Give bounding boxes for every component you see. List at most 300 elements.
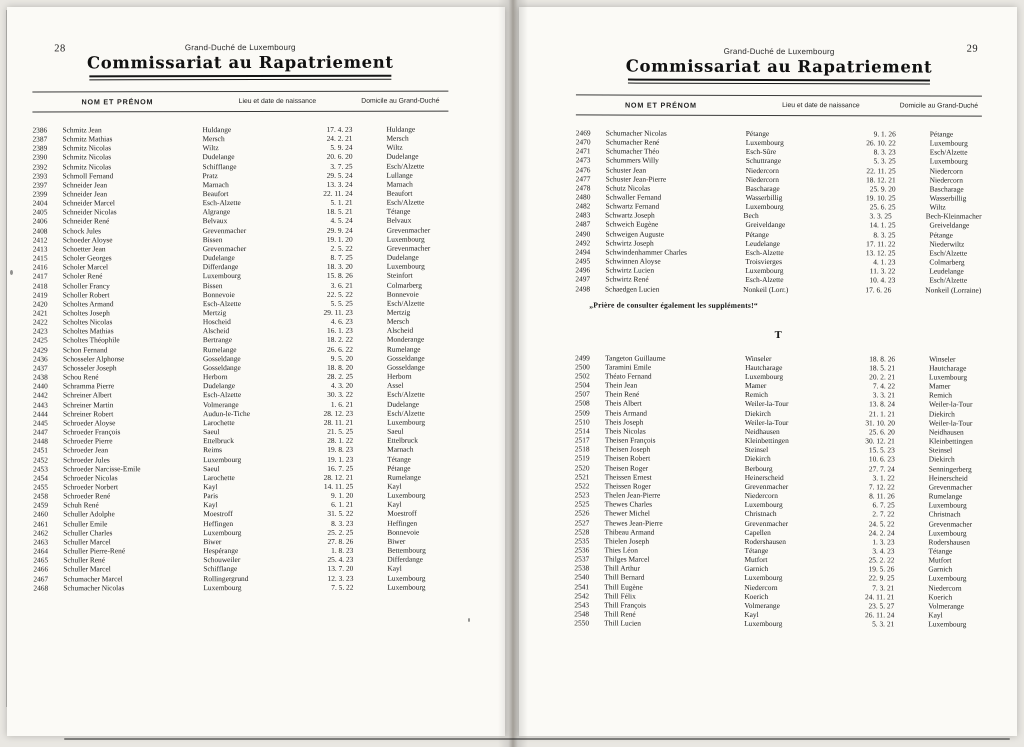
domicile: Niedercorn [929, 175, 963, 185]
title-rule-thin [89, 79, 391, 81]
person-name: Schock Jules [62, 225, 102, 235]
domicile: Kayl [387, 499, 402, 510]
birth-date: 9. 1. 26 [873, 129, 896, 139]
person-name: Tangeton Guillaume [605, 353, 666, 363]
person-name: Schuller Marcel [63, 537, 111, 547]
birth-date: 19. 5. 26 [868, 564, 895, 574]
birth-date: 19. 1. 20 [326, 234, 353, 244]
domicile: Mertzig [386, 307, 411, 317]
person-name: Schon Fernand [62, 344, 108, 355]
birth-place: Esch-Alzette [745, 247, 784, 257]
row-number: 2469 [575, 128, 591, 138]
person-name: Schoetter Jean [62, 244, 106, 254]
domicile: Mamer [929, 381, 951, 391]
birth-date: 17. 4. 23 [326, 124, 353, 134]
person-name: Scholtes Armand [62, 299, 114, 309]
domicile: Monderange [386, 335, 425, 345]
person-name: Schosseler Alphonse [62, 354, 125, 364]
domicile: Heinerscheid [928, 473, 968, 483]
birth-date: 13. 12. 25 [865, 248, 896, 258]
domicile: Luxembourg [387, 582, 426, 592]
domicile: Luxembourg [928, 619, 967, 629]
person-name: Schneider Jean [62, 189, 108, 199]
person-name: Schneider Jean [62, 180, 108, 190]
birth-date: 29. 9. 24 [326, 225, 353, 235]
person-name: Schweigen Auguste [605, 229, 665, 239]
row-number: 2498 [575, 283, 591, 293]
domicile: Rumelange [928, 491, 963, 501]
domicile: Volmerange [928, 601, 964, 611]
row-number: 2460 [33, 509, 49, 519]
birth-date: 28. 12. 21 [323, 472, 354, 482]
birth-place: Niedercorn [745, 165, 779, 175]
birth-date: 7. 4. 22 [872, 381, 896, 391]
row-number: 2522 [574, 481, 590, 491]
birth-place: Schouweiler [203, 555, 241, 565]
birth-date: 28. 12. 23 [323, 408, 354, 418]
birth-date: 24. 2. 24 [868, 527, 895, 538]
title-rule-thick [89, 75, 391, 78]
birth-date: 5. 3. 25 [873, 156, 896, 166]
birth-place: Kayl [744, 609, 759, 620]
person-name: Schutz Nicolas [605, 183, 651, 193]
birth-place: Weiler-la-Tour [744, 417, 789, 427]
person-name: Schwirtz Joseph [605, 238, 654, 248]
domicile: Bonnevoie [386, 289, 419, 299]
person-name: Schmoll Fernand [62, 170, 114, 181]
row-number: 2422 [32, 317, 48, 327]
birth-place: Troisvierges [745, 256, 782, 267]
person-name: Scholer Marcel [62, 262, 109, 272]
birth-date: 15. 5. 23 [868, 445, 895, 455]
person-name: Schmitz Nicolas [62, 143, 112, 153]
person-name: Schuller René [63, 555, 106, 565]
person-name: Schroeder Aloyse [63, 418, 116, 428]
birth-date: 22. 11. 24 [323, 188, 353, 198]
row-number: 2528 [574, 527, 590, 537]
birth-date: 8. 3. 25 [873, 229, 896, 239]
domicile: Lullange [386, 170, 413, 180]
domicile: Esch/Alzette [386, 197, 425, 207]
table-row [33, 582, 449, 592]
row-number: 2451 [33, 445, 48, 455]
row-number: 2448 [33, 436, 48, 446]
domicile: Biwer [387, 536, 406, 546]
birth-place: Marnach [202, 179, 229, 189]
row-number: 2487 [575, 219, 591, 229]
person-name: Thein René [604, 389, 640, 399]
birth-place: Mersch [202, 134, 225, 144]
person-name: Schneider Nicolas [62, 207, 117, 217]
person-name: Schuh René [63, 500, 99, 510]
person-name: Scholtes Mathias [62, 326, 114, 336]
row-number: 2518 [574, 444, 590, 454]
birth-date: 6. 7. 25 [872, 500, 895, 510]
birth-date: 19. 10. 25 [866, 193, 896, 203]
domicile: Esch/Alzette [929, 147, 968, 157]
person-name: Thilges Marcel [604, 554, 650, 564]
person-name: Thielen Joseph [604, 536, 650, 546]
person-name: Schmitz Jean [62, 125, 102, 135]
row-number: 2425 [32, 335, 48, 345]
domicile: Senningerberg [928, 464, 972, 474]
birth-date: 25. 2. 22 [868, 555, 895, 565]
person-name: Thewer Michel [604, 508, 650, 518]
birth-place: Esch-Alzette [202, 198, 241, 208]
birth-place: Diekirch [744, 454, 771, 464]
birth-place: Gosseldange [202, 353, 241, 363]
person-name: Schreiner Albert [63, 390, 112, 400]
row-number: 2399 [32, 189, 48, 199]
birth-date: 5. 3. 21 [872, 619, 895, 629]
birth-place: Esch-Alzette [202, 298, 242, 308]
person-name: Thill Lucien [604, 618, 642, 628]
person-name: Schroeder Pierre [63, 436, 113, 446]
row-number: 2429 [32, 345, 48, 355]
birth-date: 2. 7. 22 [872, 509, 895, 519]
person-name: Schwartz Fernand [605, 201, 660, 211]
domicile: Luxembourg [386, 261, 425, 271]
birth-date: 25. 9. 20 [869, 184, 896, 194]
row-number: 2445 [33, 418, 48, 428]
row-number: 2389 [32, 143, 48, 153]
domicile: Kayl [928, 610, 943, 620]
birth-place: Wiltz [202, 143, 219, 153]
birth-date: 23. 5. 27 [868, 601, 895, 611]
person-name: Theis Nicolas [604, 426, 646, 436]
birth-place: Leudelange [745, 238, 780, 248]
row-number: 2471 [575, 146, 591, 156]
birth-place: Bonnevoie [202, 289, 235, 299]
domicile: Mutfort [928, 555, 952, 565]
domicile: Dudelange [387, 399, 420, 409]
person-name: Schoeder Aloyse [62, 235, 113, 245]
person-name: Schreiner Martin [63, 399, 114, 409]
birth-place: Pratz [202, 170, 218, 180]
row-number: 2440 [32, 381, 48, 391]
birth-date: 2. 5. 22 [330, 243, 353, 253]
birth-place: Luxembourg [202, 271, 241, 281]
domicile: Esch/Alzette [929, 275, 968, 285]
row-number: 2461 [33, 519, 49, 529]
row-number: 2480 [575, 192, 591, 202]
row-number: 2535 [574, 536, 590, 546]
birth-date: 18. 5. 21 [869, 363, 896, 373]
domicile: Saeul [387, 426, 404, 436]
birth-date: 26. 10. 22 [866, 138, 896, 148]
birth-place: Heffingen [203, 518, 234, 528]
birth-place: Niedercorn [744, 582, 778, 592]
person-name: Thies Léon [604, 545, 638, 555]
person-name: Schroeder Nicolas [63, 473, 118, 483]
domicile: Marnach [386, 179, 413, 189]
domicile: Wiltz [929, 202, 946, 212]
birth-date: 27. 8. 26 [327, 536, 354, 546]
birth-date: 25. 6. 25 [869, 202, 896, 212]
birth-place: Hespérange [203, 546, 239, 556]
person-name: Theisen Roger [604, 463, 649, 473]
table-column-headers [576, 94, 982, 116]
row-number: 2419 [32, 290, 48, 300]
domicile: Diekirch [928, 454, 955, 464]
domicile: Pétange [387, 463, 411, 473]
birth-place: Reims [203, 445, 223, 455]
person-name: Taramini Emile [605, 362, 652, 372]
birth-place: Pétange [745, 229, 769, 239]
birth-place: Luxembourg [745, 137, 784, 148]
person-name: Schou René [62, 372, 99, 382]
birth-date: 31. 5. 22 [327, 509, 354, 519]
birth-place: Ettelbruck [203, 436, 234, 446]
column-header-birth: Lieu et date de naissance [238, 97, 317, 105]
row-number: 2509 [574, 408, 590, 418]
birth-place: Luxembourg [745, 371, 784, 382]
birth-date: 26. 6. 22 [327, 344, 353, 354]
birth-date: 27. 7. 24 [868, 463, 895, 473]
row-number: 2386 [32, 125, 48, 135]
domicile: Esch/Alzette [387, 408, 425, 418]
row-number: 2465 [33, 555, 49, 565]
person-name: Scholer René [62, 271, 103, 281]
birth-place: Niedercorn [745, 174, 779, 184]
row-number: 2494 [575, 247, 591, 257]
person-name: Schmitz Mathias [62, 134, 113, 144]
person-name: Schroeder Narcisse-Emile [63, 463, 141, 474]
row-number: 2541 [574, 581, 590, 592]
row-number: 2477 [575, 174, 591, 184]
row-number: 2447 [33, 427, 48, 437]
person-name: Thill Bernard [604, 572, 645, 583]
row-number: 2418 [32, 280, 48, 290]
domicile: Luxembourg [929, 372, 968, 382]
birth-place: Neidhausen [744, 426, 780, 436]
birth-date: 18. 2. 22 [327, 335, 353, 345]
birth-place: Garnich [744, 564, 769, 574]
person-name: Schroeder Norbert [63, 482, 119, 492]
domicile: Alscheid [386, 325, 414, 336]
birth-date: 4. 3. 20 [330, 381, 354, 391]
birth-place: Luxembourg [203, 582, 242, 592]
birth-place: Luxembourg [744, 500, 783, 510]
row-number: 2495 [575, 256, 591, 266]
birth-date: 8. 3. 23 [873, 147, 896, 157]
birth-place: Berbourg [744, 463, 773, 473]
row-number: 2443 [33, 399, 48, 410]
row-number: 2510 [574, 417, 590, 427]
birth-date: 24. 5. 22 [868, 518, 895, 528]
birth-date: 5. 5. 25 [330, 298, 353, 308]
birth-place: Alscheid [202, 326, 230, 336]
birth-place: Grevenmacher [744, 481, 789, 491]
birth-date: 18. 8. 20 [327, 362, 353, 372]
person-name: Thibeau Armand [604, 527, 655, 537]
birth-place: Dudelange [202, 381, 236, 391]
person-name: Thill Arthur [604, 563, 640, 573]
row-number: 2499 [575, 353, 590, 363]
row-number: 2415 [32, 253, 48, 263]
birth-date: 6. 1. 21 [331, 500, 354, 510]
birth-date: 20. 2. 21 [869, 372, 896, 382]
row-number: 2502 [575, 371, 590, 381]
birth-date: 22. 9. 25 [868, 573, 895, 583]
birth-date: 3. 3. 21 [872, 390, 896, 400]
person-name: Schroeder Jules [63, 454, 110, 464]
domicile: Pétange [929, 129, 954, 139]
birth-place: Schifflange [203, 564, 238, 574]
row-number: 2442 [33, 390, 48, 400]
domicile: Esch/Alzette [386, 161, 425, 171]
domicile: Kayl [387, 564, 402, 574]
row-number: 2470 [575, 137, 591, 147]
birth-place: Esch-Sûre [745, 147, 777, 157]
table-rows-t-section [574, 353, 981, 629]
row-number: 2444 [33, 409, 48, 419]
domicile: Niedercorn [929, 166, 963, 176]
birth-place: Pétange [745, 128, 770, 138]
birth-date: 19. 8. 23 [327, 445, 354, 455]
birth-date: 29. 11. 23 [323, 307, 353, 317]
column-header-domicile: Domicile au Grand-Duché [361, 97, 440, 105]
birth-date: 7. 12. 22 [868, 482, 895, 492]
person-name: Thill Eugène [604, 582, 643, 592]
person-name: Schuller Pierre-René [63, 546, 126, 556]
birth-place: Belvaux [202, 216, 228, 226]
row-number: 2408 [32, 226, 48, 236]
birth-place: Luxembourg [745, 266, 784, 276]
domicile: Koerich [928, 592, 953, 602]
row-number: 2420 [32, 299, 48, 309]
person-name: Theissen Ernest [604, 472, 652, 482]
birth-place: Dudelange [202, 253, 235, 263]
person-name: Schroeder François [63, 427, 121, 437]
birth-place: Gosseldange [202, 362, 241, 373]
birth-date: 1. 6. 21 [330, 399, 354, 409]
person-name: Schwaller Fernand [605, 192, 662, 202]
birth-place: Saeul [203, 427, 220, 437]
birth-place: Rollingergrund [203, 573, 249, 583]
birth-place: Luxembourg [203, 454, 242, 464]
row-number: 2468 [33, 583, 49, 593]
section-letter-t: T [774, 329, 782, 341]
row-number: 2405 [32, 207, 48, 217]
birth-date: 9. 1. 20 [331, 490, 354, 500]
title-rule-thin [628, 83, 930, 85]
domicile: Luxembourg [928, 528, 967, 538]
person-name: Thewes Charles [604, 499, 653, 509]
person-name: Schaedgen Lucien [604, 284, 660, 294]
row-number: 2423 [32, 326, 48, 336]
table-row [574, 619, 980, 629]
domicile: Tétange [928, 546, 953, 556]
row-number: 2538 [574, 563, 590, 573]
person-name: Schumacher René [605, 137, 660, 147]
birth-place: Kleinbettingen [744, 436, 789, 446]
birth-date: 29. 5. 24 [326, 170, 353, 180]
birth-place: Esch-Alzette [745, 275, 784, 285]
row-number: 2526 [574, 508, 590, 518]
row-number: 2483 [575, 210, 591, 220]
birth-place: Audun-le-Tiche [203, 408, 251, 418]
birth-date: 19. 1. 23 [327, 454, 354, 464]
page-title: Commissariat au Rapatriement [625, 56, 933, 77]
birth-date: 16. 1. 23 [326, 326, 353, 336]
birth-date: 9. 5. 20 [330, 353, 353, 363]
birth-place: Rodershausen [744, 536, 787, 546]
birth-place: Mertzig [202, 308, 227, 318]
domicile: Niedercorn [928, 583, 962, 593]
domicile: Bettembourg [387, 545, 426, 555]
birth-place: Bissen [202, 234, 223, 244]
birth-date: 3. 3. 25 [869, 211, 892, 221]
birth-place: Differdange [202, 262, 239, 272]
person-name: Theis Joseph [604, 417, 644, 427]
domicile: Bonnevoie [387, 527, 420, 537]
row-number: 2458 [33, 491, 49, 501]
birth-place: Luxembourg [203, 527, 242, 537]
supplements-note: „Prière de consulter également les suppléments!“ [589, 300, 758, 310]
title-rule [89, 75, 391, 81]
person-name: Schwirtz René [605, 274, 649, 284]
person-name: Theis Armand [604, 408, 648, 418]
row-number: 2390 [32, 152, 48, 162]
row-number: 2437 [32, 363, 48, 373]
person-name: Schneider René [62, 216, 110, 226]
domicile: Esch/Alzette [386, 298, 425, 308]
birth-place: Mamer [745, 381, 767, 391]
birth-place: Weiler-la-Tour [744, 399, 789, 409]
title-rule [628, 79, 930, 85]
person-name: Thelen Jean-Pierre [604, 490, 661, 500]
domicile: Wasserbillig [929, 193, 967, 203]
row-number: 2397 [32, 180, 48, 190]
birth-date: 17. 11. 22 [866, 239, 896, 249]
birth-date: 20. 6. 20 [326, 152, 353, 162]
birth-place: Luxembourg [745, 202, 784, 212]
domicile: Rodershausen [928, 537, 971, 547]
title-rule-thick [628, 79, 930, 82]
birth-date: 1. 3. 23 [872, 537, 895, 547]
birth-date: 10. 6. 23 [868, 454, 895, 464]
birth-date: 4. 6. 23 [330, 316, 353, 326]
domicile: Bascharage [929, 184, 964, 194]
column-header-name: NOM ET PRÉNOM [81, 97, 154, 107]
column-header-domicile: Domicile au Grand-Duché [899, 102, 979, 110]
birth-place: Huldange [202, 124, 232, 134]
row-number: 2527 [574, 517, 590, 527]
person-name: Scholer Georges [62, 253, 112, 263]
person-name: Schneider Marcel [62, 198, 115, 208]
row-number: 2413 [32, 244, 48, 254]
birth-place: Grevenmacher [744, 518, 789, 528]
person-name: Scholtes Joseph [62, 308, 110, 318]
domicile: Dudelange [386, 252, 419, 262]
row-number: 2387 [32, 134, 48, 144]
row-number: 2462 [33, 528, 49, 538]
birth-place: Grevenmacher [202, 225, 247, 235]
row-number: 2417 [32, 271, 48, 281]
person-name: Thein Jean [605, 380, 638, 390]
scan-speck [468, 618, 470, 622]
column-header-birth: Lieu et date de naissance [782, 101, 860, 110]
domicile: Luxembourg [928, 573, 967, 584]
domicile: Luxembourg [929, 156, 968, 166]
domicile: Bech-Kleinmacher [925, 211, 982, 221]
row-number: 2452 [33, 454, 48, 464]
birth-date: 18. 12. 21 [866, 174, 896, 185]
table-row [575, 284, 981, 294]
domicile: Herborn [386, 371, 412, 381]
row-number: 2496 [575, 265, 591, 275]
